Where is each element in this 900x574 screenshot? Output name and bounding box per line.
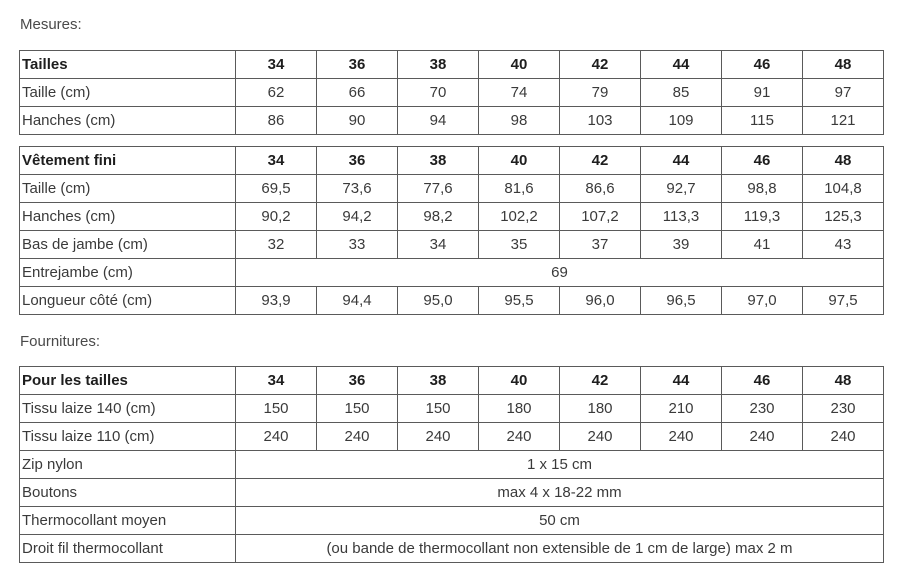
row-label-cell: Taille (cm)	[20, 79, 236, 107]
row-label-cell: Droit fil thermocollant	[20, 535, 236, 563]
header-size-cell: 36	[317, 367, 398, 395]
value-cell: 95,0	[398, 287, 479, 315]
row-label-cell: Boutons	[20, 479, 236, 507]
table-row	[20, 507, 884, 535]
table-header-row	[20, 367, 884, 395]
row-label-cell: Zip nylon	[20, 451, 236, 479]
header-label-cell: Pour les tailles	[20, 367, 236, 395]
table-row	[20, 175, 884, 203]
value-cell: 98,8	[722, 175, 803, 203]
mesures-title: Mesures:	[20, 16, 82, 33]
value-cell: 69,5	[236, 175, 317, 203]
value-cell: 90	[317, 107, 398, 135]
header-size-cell: 46	[722, 367, 803, 395]
table-row	[20, 451, 884, 479]
header-size-cell: 38	[398, 51, 479, 79]
value-cell: 97	[803, 79, 884, 107]
value-cell: 180	[479, 395, 560, 423]
value-cell: 210	[641, 395, 722, 423]
spanned-value-cell: max 4 x 18-22 mm	[236, 479, 884, 507]
value-cell: 85	[641, 79, 722, 107]
value-cell: 230	[722, 395, 803, 423]
value-cell: 240	[479, 423, 560, 451]
value-cell: 107,2	[560, 203, 641, 231]
header-size-cell: 34	[236, 147, 317, 175]
value-cell: 119,3	[722, 203, 803, 231]
header-size-cell: 36	[317, 51, 398, 79]
value-cell: 113,3	[641, 203, 722, 231]
header-size-cell: 38	[398, 147, 479, 175]
value-cell: 180	[560, 395, 641, 423]
table-row	[20, 259, 884, 287]
value-cell: 74	[479, 79, 560, 107]
header-size-cell: 46	[722, 147, 803, 175]
table-row	[20, 107, 884, 135]
value-cell: 94,2	[317, 203, 398, 231]
value-cell: 240	[722, 423, 803, 451]
value-cell: 240	[398, 423, 479, 451]
value-cell: 150	[317, 395, 398, 423]
value-cell: 98	[479, 107, 560, 135]
table-row	[20, 535, 884, 563]
value-cell: 240	[317, 423, 398, 451]
spanned-value-cell: 50 cm	[236, 507, 884, 535]
header-size-cell: 38	[398, 367, 479, 395]
header-label-cell: Tailles	[20, 51, 236, 79]
value-cell: 81,6	[479, 175, 560, 203]
row-label-cell: Tissu laize 110 (cm)	[20, 423, 236, 451]
spanned-value-cell: (ou bande de thermocollant non extensible de 1 cm de large) max 2 m	[236, 535, 884, 563]
row-label-cell: Taille (cm)	[20, 175, 236, 203]
row-label-cell: Hanches (cm)	[20, 107, 236, 135]
fournitures-table	[19, 366, 884, 563]
value-cell: 97,5	[803, 287, 884, 315]
value-cell: 95,5	[479, 287, 560, 315]
row-label-cell: Tissu laize 140 (cm)	[20, 395, 236, 423]
table-row	[20, 231, 884, 259]
row-label-cell: Hanches (cm)	[20, 203, 236, 231]
header-label-cell: Vêtement fini	[20, 147, 236, 175]
table-row	[20, 287, 884, 315]
header-size-cell: 34	[236, 51, 317, 79]
value-cell: 98,2	[398, 203, 479, 231]
header-size-cell: 42	[560, 147, 641, 175]
value-cell: 96,0	[560, 287, 641, 315]
value-cell: 41	[722, 231, 803, 259]
row-label-cell: Entrejambe (cm)	[20, 259, 236, 287]
header-size-cell: 48	[803, 147, 884, 175]
value-cell: 94	[398, 107, 479, 135]
value-cell: 62	[236, 79, 317, 107]
spanned-value-cell: 69	[236, 259, 884, 287]
spanned-value-cell: 1 x 15 cm	[236, 451, 884, 479]
value-cell: 240	[803, 423, 884, 451]
header-size-cell: 44	[641, 367, 722, 395]
value-cell: 43	[803, 231, 884, 259]
value-cell: 86,6	[560, 175, 641, 203]
row-label-cell: Bas de jambe (cm)	[20, 231, 236, 259]
value-cell: 90,2	[236, 203, 317, 231]
value-cell: 240	[560, 423, 641, 451]
table-row	[20, 423, 884, 451]
row-label-cell: Thermocollant moyen	[20, 507, 236, 535]
value-cell: 103	[560, 107, 641, 135]
header-size-cell: 44	[641, 51, 722, 79]
value-cell: 32	[236, 231, 317, 259]
header-size-cell: 36	[317, 147, 398, 175]
value-cell: 150	[236, 395, 317, 423]
value-cell: 70	[398, 79, 479, 107]
value-cell: 73,6	[317, 175, 398, 203]
value-cell: 66	[317, 79, 398, 107]
value-cell: 39	[641, 231, 722, 259]
header-size-cell: 42	[560, 367, 641, 395]
value-cell: 35	[479, 231, 560, 259]
value-cell: 86	[236, 107, 317, 135]
value-cell: 37	[560, 231, 641, 259]
table-row	[20, 203, 884, 231]
header-size-cell: 40	[479, 367, 560, 395]
value-cell: 102,2	[479, 203, 560, 231]
value-cell: 77,6	[398, 175, 479, 203]
header-size-cell: 40	[479, 147, 560, 175]
row-label-cell: Longueur côté (cm)	[20, 287, 236, 315]
value-cell: 93,9	[236, 287, 317, 315]
value-cell: 79	[560, 79, 641, 107]
value-cell: 240	[641, 423, 722, 451]
value-cell: 230	[803, 395, 884, 423]
header-size-cell: 46	[722, 51, 803, 79]
table-row	[20, 479, 884, 507]
header-size-cell: 42	[560, 51, 641, 79]
header-size-cell: 40	[479, 51, 560, 79]
value-cell: 121	[803, 107, 884, 135]
value-cell: 109	[641, 107, 722, 135]
mesures-table	[19, 50, 884, 135]
header-size-cell: 48	[803, 51, 884, 79]
value-cell: 240	[236, 423, 317, 451]
table-row	[20, 79, 884, 107]
value-cell: 91	[722, 79, 803, 107]
value-cell: 94,4	[317, 287, 398, 315]
table-header-row	[20, 51, 884, 79]
header-size-cell: 34	[236, 367, 317, 395]
value-cell: 115	[722, 107, 803, 135]
value-cell: 150	[398, 395, 479, 423]
value-cell: 33	[317, 231, 398, 259]
header-size-cell: 48	[803, 367, 884, 395]
value-cell: 34	[398, 231, 479, 259]
value-cell: 125,3	[803, 203, 884, 231]
vetement-fini-table	[19, 146, 884, 315]
value-cell: 92,7	[641, 175, 722, 203]
table-header-row	[20, 147, 884, 175]
value-cell: 96,5	[641, 287, 722, 315]
header-size-cell: 44	[641, 147, 722, 175]
table-row	[20, 395, 884, 423]
fournitures-title: Fournitures:	[20, 333, 101, 350]
value-cell: 104,8	[803, 175, 884, 203]
value-cell: 97,0	[722, 287, 803, 315]
